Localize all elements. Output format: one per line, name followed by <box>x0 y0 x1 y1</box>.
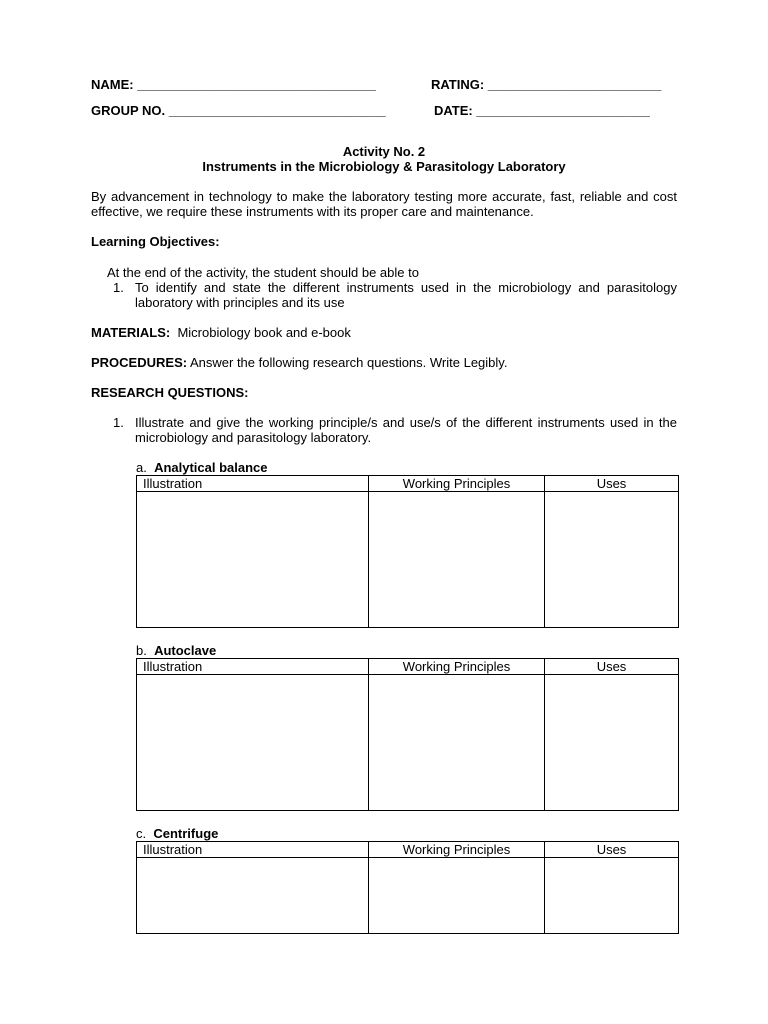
table-letter: b. <box>136 643 147 658</box>
table-letter: a. <box>136 460 147 475</box>
table-header-row <box>137 659 679 675</box>
header-illustration: Illustration <box>137 476 369 492</box>
working-principles-cell[interactable] <box>369 492 545 628</box>
illustration-cell[interactable] <box>137 492 369 628</box>
table-letter: c. <box>136 826 147 841</box>
objective-number: 1. <box>113 280 124 295</box>
materials-line <box>91 325 351 340</box>
materials-label: MATERIALS: <box>91 325 171 340</box>
table-header-row <box>137 476 679 492</box>
table-caption <box>136 460 268 475</box>
procedures-label: PROCEDURES: <box>91 355 188 370</box>
uses-cell[interactable] <box>545 492 679 628</box>
table-answer-row <box>137 858 679 934</box>
activity-subtitle: Instruments in the Microbiology & Parasitology Laboratory <box>202 159 566 174</box>
table-caption <box>136 643 216 658</box>
research-heading: RESEARCH QUESTIONS: <box>91 385 249 400</box>
date-field[interactable]: DATE: ________________________ <box>434 103 650 118</box>
question-text: Illustrate and give the working principle/s and use/s of the different instruments used in the microbiology and parasitology laboratory. <box>135 415 677 445</box>
header-illustration: Illustration <box>137 659 369 675</box>
table-answer-row <box>137 492 679 628</box>
group-no-field[interactable]: GROUP NO. ______________________________ <box>91 103 386 118</box>
table-caption <box>136 826 218 841</box>
objectives-lead: At the end of the activity, the student should be able to <box>107 265 419 280</box>
table-title: Analytical balance <box>154 460 268 475</box>
working-principles-cell[interactable] <box>369 675 545 811</box>
uses-cell[interactable] <box>545 858 679 934</box>
instrument-table <box>136 475 679 628</box>
header-uses: Uses <box>545 659 679 675</box>
table-title: Centrifuge <box>153 826 219 841</box>
working-principles-cell[interactable] <box>369 858 545 934</box>
instrument-table <box>136 658 679 811</box>
procedures-text: Answer the following research questions. Write Legibly. <box>189 355 508 370</box>
uses-cell[interactable] <box>545 675 679 811</box>
rating-field[interactable]: RATING: ________________________ <box>431 77 662 92</box>
name-field[interactable]: NAME: _________________________________ <box>91 77 376 92</box>
header-working-principles: Working Principles <box>369 659 545 675</box>
header-uses: Uses <box>545 842 679 858</box>
table-header-row <box>137 842 679 858</box>
illustration-cell[interactable] <box>137 675 369 811</box>
header-uses: Uses <box>545 476 679 492</box>
table-title: Autoclave <box>154 643 217 658</box>
objectives-heading: Learning Objectives: <box>91 234 220 249</box>
intro-paragraph: By advancement in technology to make the laboratory testing more accurate, fast, reliable and cost effective, we require these instruments with its proper care and maintenance. <box>91 189 677 219</box>
header-illustration: Illustration <box>137 842 369 858</box>
objective-text: To identify and state the different instruments used in the microbiology and parasitology laboratory with principles and its use <box>135 280 677 310</box>
instrument-table <box>136 841 679 934</box>
activity-title: Activity No. 2 <box>342 144 426 159</box>
header-working-principles: Working Principles <box>369 476 545 492</box>
procedures-line <box>91 355 507 370</box>
illustration-cell[interactable] <box>137 858 369 934</box>
header-working-principles: Working Principles <box>369 842 545 858</box>
materials-text: Microbiology book and e-book <box>177 325 351 340</box>
table-answer-row <box>137 675 679 811</box>
question-number: 1. <box>113 415 124 430</box>
